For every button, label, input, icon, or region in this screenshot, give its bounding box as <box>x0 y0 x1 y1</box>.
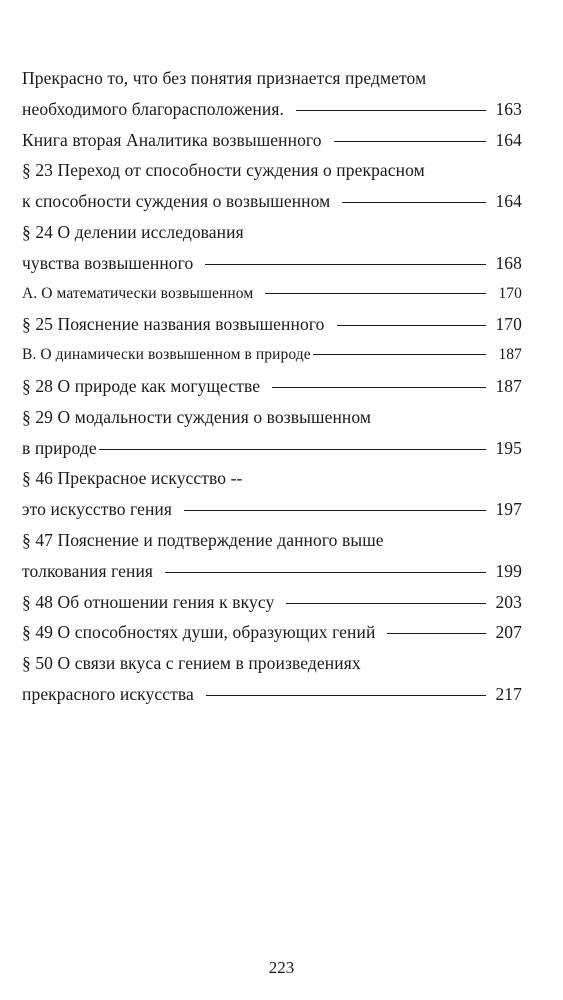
leader-line <box>206 695 486 696</box>
leader-line <box>205 264 486 265</box>
toc-entry-line: Прекрасно то, что без понятия признается предметом <box>22 68 427 88</box>
toc-entry <box>22 63 522 125</box>
toc-entry-line: § 29 О модальности суждения о возвышенном <box>22 406 372 427</box>
leader-line <box>313 354 486 355</box>
toc-entry-line: В. О динамически возвышенном в природе <box>22 346 311 364</box>
page-number: 187 <box>495 375 522 396</box>
toc-entry-line: А. О математически возвышенном <box>22 284 254 302</box>
page-number: 163 <box>495 98 522 119</box>
toc-entry-line: в природе <box>22 437 97 458</box>
toc-entry-line: чувства возвышенного <box>22 252 194 273</box>
toc-entry <box>22 155 522 217</box>
toc-entry-line: прекрасного искусства <box>22 683 194 704</box>
page-number: 168 <box>495 252 522 273</box>
toc-entry <box>22 125 522 156</box>
page-number: 197 <box>495 499 522 520</box>
page-number: 217 <box>495 683 522 704</box>
toc-entry-line: § 25 Пояснение названия возвышенного <box>22 314 325 335</box>
toc-entry-line: § 48 Об отношении гения к вкусу <box>22 591 275 612</box>
table-of-contents <box>22 63 522 710</box>
page-number: 164 <box>495 129 522 150</box>
page-number: 207 <box>495 622 522 643</box>
leader-line <box>99 449 486 450</box>
toc-entry <box>22 648 522 710</box>
page-number: 187 <box>498 346 522 364</box>
toc-entry <box>22 587 522 618</box>
toc-entry <box>22 525 522 587</box>
leader-line <box>342 202 486 203</box>
toc-entry-line: Книга вторая Аналитика возвышенного <box>22 129 322 150</box>
toc-entry-line: к способности суждения о возвышенном <box>22 191 331 212</box>
page-number: 195 <box>495 437 522 458</box>
toc-entry <box>22 402 522 464</box>
toc-entry-line: это искусство гения <box>22 499 173 520</box>
toc-entry-line: § 49 О способностях души, образующих гений <box>22 622 376 643</box>
leader-line <box>286 603 486 604</box>
page-number: 170 <box>498 284 522 302</box>
leader-line <box>184 510 486 511</box>
leader-line <box>296 110 486 111</box>
toc-entry <box>22 463 522 525</box>
page-number: 203 <box>495 591 522 612</box>
toc-entry-line: § 23 Переход от способности суждения о прекрасном <box>22 160 425 181</box>
toc-entry <box>22 371 522 402</box>
toc-entry-line: § 50 О связи вкуса с гением в произведениях <box>22 653 361 674</box>
toc-entry-line: § 28 О природе как могуществе <box>22 375 261 396</box>
toc-entry <box>22 617 522 648</box>
toc-entry-line: толкования гения <box>22 560 154 581</box>
toc-entry-line: необходимого благорасположения. <box>22 98 284 119</box>
toc-entry <box>22 279 522 310</box>
leader-line <box>337 325 486 326</box>
page-number: 164 <box>495 191 522 212</box>
toc-entry-line: § 47 Пояснение и подтверждение данного выше <box>22 529 384 550</box>
leader-line <box>334 141 486 142</box>
leader-line <box>272 387 486 388</box>
toc-entry <box>22 309 522 340</box>
page-number: 170 <box>495 314 522 335</box>
page-number: 199 <box>495 560 522 581</box>
page-folio: 223 <box>268 958 295 977</box>
toc-entry-line: § 24 О делении исследования <box>22 221 244 242</box>
toc-entry <box>22 340 522 371</box>
leader-line <box>387 633 486 634</box>
toc-entry-line: § 46 Прекрасное искусство -- <box>22 468 243 489</box>
leader-line <box>265 293 486 294</box>
toc-entry <box>22 217 522 279</box>
leader-line <box>165 572 486 573</box>
